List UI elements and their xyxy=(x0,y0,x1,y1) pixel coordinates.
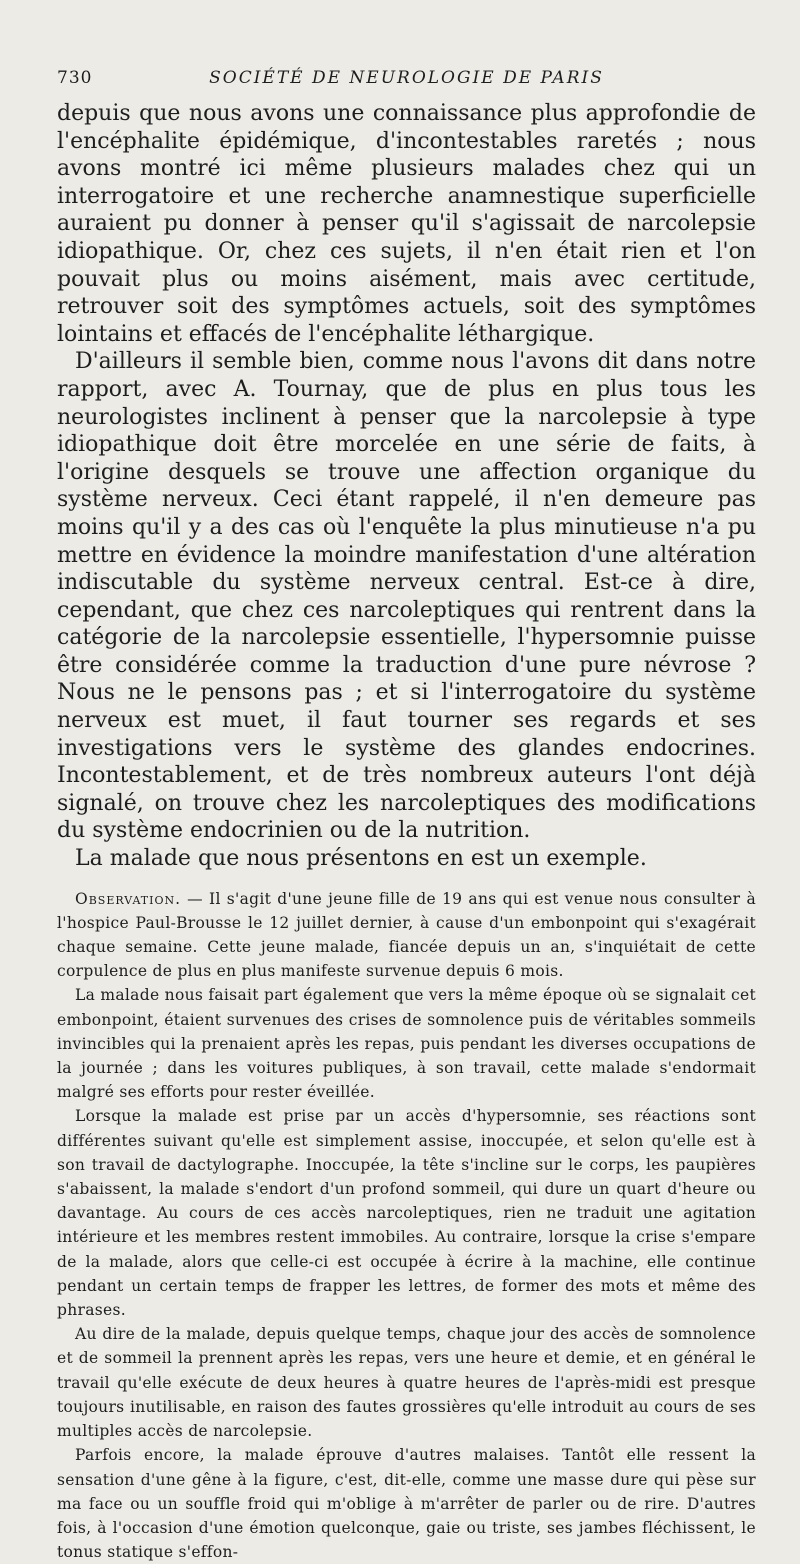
observation-paragraph: Au dire de la malade, depuis quelque temps, chaque jour des accès de somnolence et de sommeil la prennent après les repas, vers une heure et demie, et en général le travail qu'elle exécute de deux heures à quatre heures de l'après-midi est presque toujours inutilisable, en raison des fautes grossières qu'elle introduit au cours de ses multiples accès de narcolepsie. xyxy=(57,1325,756,1441)
page-number: 730 xyxy=(57,68,93,88)
main-text xyxy=(57,100,756,873)
body-paragraph: La malade que nous présentons en est un exemple. xyxy=(75,846,647,872)
body-paragraph: depuis que nous avons une connaissance plus approfondie de l'encéphalite épidémique, d'incontestables raretés ; nous avons montré ici même plusieurs malades chez qui un interrogatoire et une recherche anamnestique superficielle auraient pu donner à penser qu'il s'agissait de narcolepsie idiopathique. Or, chez ces sujets, il n'en était rien et l'on pouvait plus ou moins aisément, mais avec certitude, retrouver soit des symptômes actuels, soit des symptômes lointains et effacés de l'encéphalite léthargique. xyxy=(57,101,756,347)
page-header xyxy=(57,56,756,100)
observation-paragraph xyxy=(57,887,756,984)
observation-paragraph: La malade nous faisait part également que vers la même époque où se signalait cet embonpoint, étaient survenues des crises de somnolence puis de véritables sommeils invincibles qui la prenaient après les repas, puis pendant les diverses occupations de la journée ; dans les voitures publiques, à son travail, cette malade s'endormait malgré ses efforts pour rester éveillée. xyxy=(57,986,756,1102)
body-paragraph: D'ailleurs il semble bien, comme nous l'avons dit dans notre rapport, avec A. Tournay, que de plus en plus tous les neurologistes inclinent à penser que la narcolepsie à type idiopathique doit être morcelée en une série de faits, à l'origine desquels se trouve une affection organique du système nerveux. Ceci étant rappelé, il n'en demeure pas moins qu'il y a des cas où l'enquête la plus minutieuse n'a pu mettre en évidence la moindre manifestation d'une altération indiscutable du système nerveux central. Est-ce à dire, cependant, que chez ces narcoleptiques qui rentrent dans la catégorie de la narcolepsie essentielle, l'hypersomnie puisse être considérée comme la traduction d'une pure névrose ? Nous ne le pensons pas ; et si l'interrogatoire du système nerveux est muet, il faut tourner ses regards et ses investigations vers le système des glandes endocrines. Incontestablement, et de très nombreux auteurs l'ont déjà signalé, on trouve chez les narcoleptiques des modifications du système endocrinien ou de la nutrition. xyxy=(57,349,756,844)
observation-paragraph: Lorsque la malade est prise par un accès d'hypersomnie, ses réactions sont différentes suivant qu'elle est simplement assise, inoccupée, et selon qu'elle est à son travail de dactylographe. Inoccupée, la tête s'incline sur le corps, les paupières s'abaissent, la malade s'endort d'un profond sommeil, qui dure un quart d'heure ou davantage. Au cours de ces accès narcoleptiques, rien ne traduit une agitation intérieure et les membres restent immobiles. Au contraire, lorsque la crise s'empare de la malade, alors que celle-ci est occupée à écrire à la machine, elle continue pendant un certain temps de frapper les lettres, de former des mots et même des phrases. xyxy=(57,1107,756,1320)
observation-label: Observation. xyxy=(75,889,182,908)
running-title: SOCIÉTÉ DE NEUROLOGIE DE PARIS xyxy=(209,68,604,88)
observation-text: — Il s'agit d'une jeune fille de 19 ans qui est venue nous consulter à l'hospice Paul-Brousse le 12 juillet dernier, à cause d'un embonpoint qui s'exagérait chaque semaine. Cette jeune malade, fiancée depuis un an, s'inquiétait de cette corpulence de plus en plus manifeste survenue depuis 6 mois. xyxy=(57,889,756,981)
observation-section xyxy=(57,887,756,1564)
observation-paragraph: Parfois encore, la malade éprouve d'autres malaises. Tantôt elle ressent la sensation d'une gêne à la figure, c'est, dit-elle, comme une masse dure qui pèse sur ma face ou un souffle froid qui m'oblige à m'arrêter de parler ou de rire. D'autres fois, à l'occasion d'une émotion quelconque, gaie ou triste, ses jambes fléchissent, le tonus statique s'effon- xyxy=(57,1446,756,1562)
